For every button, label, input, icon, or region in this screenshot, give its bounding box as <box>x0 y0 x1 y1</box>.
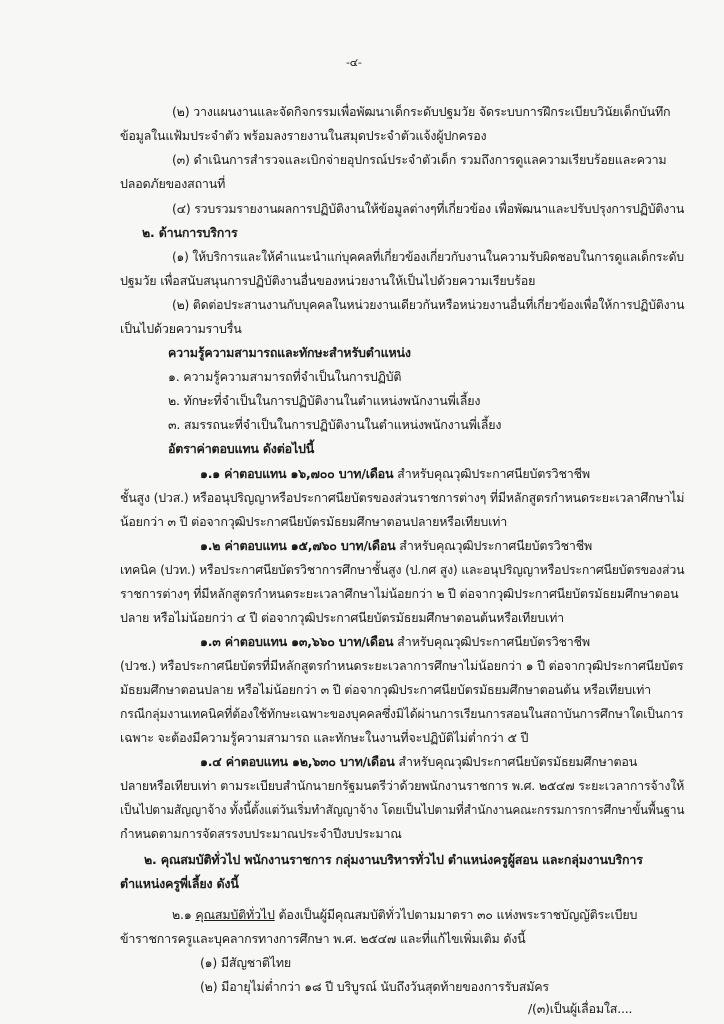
compensation-item-4-cont: ปลายหรือเทียบเท่า ตามระเบียบสำนักนายกรัฐมนตรีว่าด้วยพนักงานราชการ พ.ศ. ๒๕๔๗ ระยะเวลาการจ้างให้ <box>120 778 685 793</box>
compensation-item-2-cont: ปลาย หรือไม่น้อยกว่า ๔ ปี ต่อจากวุฒิประกาศนียบัตรมัธยมศึกษาตอนต้นหรือเทียบเท่า <box>120 610 564 625</box>
section-heading-qualifications-cont: ตำแหน่งครูพี่เลี้ยง ดังนี้ <box>120 876 239 891</box>
duty-item-2: (๒) วางแผนงานและจัดกิจกรรมเพื่อพัฒนาเด็กระดับปฐมวัย จัดระบบการฝึกระเบียบวินัยเด็กบันทึก <box>172 104 671 119</box>
compensation-item-2-cont: ราชการต่างๆ ที่มีหลักสูตรกำหนดระยะเวลาศึกษาไม่น้อยกว่า ๒ ปี ต่อจากวุฒิประกาศนียบัตรมัธยมศึกษาตอน <box>120 586 679 601</box>
compensation-item-3-cont: (ปวช.) หรือประกาศนียบัตรที่มีหลักสูตรกำหนดระยะเวลาการศึกษาไม่น้อยกว่า ๑ ปี ต่อจากวุฒิประกาศนียบัตร <box>120 658 684 673</box>
compensation-2-desc: สำหรับคุณวุฒิประกาศนียบัตรวิชาชีพ <box>395 538 593 553</box>
skill-item-1: ๑. ความรู้ความสามารถที่จำเป็นในการปฏิบัติ <box>168 369 402 384</box>
compensation-4-amount: ๑.๔ ค่าตอบแทน ๑๒,๖๓๐ บาท/เดือน <box>200 754 395 769</box>
compensation-item-2 <box>200 537 592 555</box>
compensation-item-4 <box>200 753 637 771</box>
section-heading-service: ๒. ด้านการบริการ <box>142 225 238 240</box>
qualification-2-1-title: คุณสมบัติทั่วไป <box>195 907 275 922</box>
compensation-item-1 <box>200 465 590 483</box>
compensation-item-4-cont: กำหนดตามการจัดสรรงบประมาณประจำปีงบประมาณ <box>120 826 402 841</box>
compensation-item-2-cont: เทคนิค (ปวท.) หรือประกาศนียบัตรวิชาการศึกษาชั้นสูง (ป.กศ สูง) และอนุปริญญาหรือประกาศนียบัตรของส่วน <box>120 562 685 577</box>
duty-item-3: (๓) ดำเนินการสำรวจและเบิกจ่ายอุปกรณ์ประจำตัวเด็ก รวมถึงการดูแลความเรียบร้อยและความ <box>172 152 667 167</box>
duty-item-3-cont: ปลอดภัยของสถานที่ <box>120 176 226 191</box>
skill-item-2: ๒. ทักษะที่จำเป็นในการปฏิบัติงานในตำแหน่งพนักงานพี่เลี้ยง <box>168 393 481 408</box>
duty-item-2-cont: ข้อมูลในแฟ้มประจำตัว พร้อมลงรายงานในสมุดประจำตัวแจ้งผู้ปกครอง <box>120 128 487 143</box>
qualification-item-2: (๒) มีอายุไม่ต่ำกว่า ๑๘ ปี บริบูรณ์ นับถึงวันสุดท้ายของการรับสมัคร <box>200 979 549 994</box>
qualification-2-1-number: ๒.๑ <box>172 907 196 922</box>
compensation-3-desc: สำหรับคุณวุฒิประกาศนียบัตรวิชาชีพ <box>393 634 590 649</box>
compensation-item-4-cont: เป็นไปตามสัญญาจ้าง ทั้งนี้ตั้งแต่วันเริ่มทำสัญญาจ้าง โดยเป็นไปตามที่สำนักงานคณะกรรมการการศึกษาขั้นพื้นฐาน <box>120 802 685 817</box>
compensation-item-3-cont: เฉพาะ จะต้องมีความรู้ความสามารถ และทักษะในงานที่จะปฏิบัติไม่ต่ำกว่า ๕ ปี <box>120 730 529 745</box>
service-item-2-cont: เป็นไปด้วยความราบรื่น <box>120 321 242 336</box>
compensation-item-1-cont: ชั้นสูง (ปวส.) หรืออนุปริญญาหรือประกาศนียบัตรของส่วนราชการต่างๆ ที่มีหลักสูตรกำหนดระยะเวลาศึกษาไม่ <box>120 490 685 505</box>
section-heading-qualifications: ๒. คุณสมบัติทั่วไป พนักงานราชการ กลุ่มงานบริหารทั่วไป ตำแหน่งครูผู้สอน และกลุ่มงานบริการ <box>144 852 643 867</box>
compensation-3-amount: ๑.๓ ค่าตอบแทน ๑๓,๖๖๐ บาท/เดือน <box>200 634 394 649</box>
compensation-1-desc: สำหรับคุณวุฒิประกาศนียบัตรวิชาชีพ <box>393 466 590 481</box>
qualification-2-1-cont: ข้าราชการครูและบุคลากรทางการศึกษา พ.ศ. ๒๕๔๗ และที่แก้ไขเพิ่มเติม ดังนี้ <box>120 931 526 946</box>
page-number: -๔- <box>346 56 362 69</box>
section-heading-skills: ความรู้ความสามารถและทักษะสำหรับตำแหน่ง <box>168 345 411 360</box>
qualification-2-1-desc: ต้องเป็นผู้มีคุณสมบัติทั่วไปตามมาตรา ๓๐ แห่งพระราชบัญญัติระเบียบ <box>274 907 638 922</box>
compensation-4-desc: สำหรับคุณวุฒิประกาศนียบัตรมัธยมศึกษาตอน <box>394 754 638 769</box>
compensation-item-3-cont: มัธยมศึกษาตอนปลาย หรือไม่น้อยกว่า ๓ ปี ต่อจากวุฒิประกาศนียบัตรมัธยมศึกษาตอนต้น หรือเทียบเท่า <box>120 682 651 697</box>
service-item-2: (๒) ติดต่อประสานงานกับบุคคลในหน่วยงานเดียวกันหรือหน่วยงานอื่นที่เกี่ยวข้องเพื่อให้การปฏิบัติงาน <box>172 297 685 312</box>
section-heading-compensation: อัตราค่าตอบแทน ดังต่อไปนี้ <box>168 441 315 456</box>
duty-item-4: (๔) รวบรวมรายงานผลการปฏิบัติงานให้ข้อมูลต่างๆที่เกี่ยวข้อง เพื่อพัฒนาและปรับปรุงการปฏิบัติงาน <box>172 201 685 216</box>
compensation-item-1-cont: น้อยกว่า ๓ ปี ต่อจากวุฒิประกาศนียบัตรมัธยมศึกษาตอนปลายหรือเทียบเท่า <box>120 514 508 529</box>
qualification-2-1 <box>172 906 637 924</box>
compensation-1-amount: ๑.๑ ค่าตอบแทน ๑๖,๗๐๐ บาท/เดือน <box>200 466 394 481</box>
compensation-2-amount: ๑.๒ ค่าตอบแทน ๑๕,๗๖๐ บาท/เดือน <box>200 538 396 553</box>
skill-item-3: ๓. สมรรถนะที่จำเป็นในการปฏิบัติงานในตำแหน่งพนักงานพี่เลี้ยง <box>168 417 502 432</box>
qualification-item-1: (๑) มีสัญชาติไทย <box>200 955 292 970</box>
continued-marker: /(๓)เป็นผู้เลื่อมใส.... <box>528 1001 633 1016</box>
service-item-1: (๑) ให้บริการและให้คำแนะนำแก่บุคคลที่เกี่ยวข้องเกี่ยวกับงานในความรับผิดชอบในการดูแลเด็กระดับ <box>172 249 684 264</box>
service-item-1-cont: ปฐมวัย เพื่อสนับสนุนการปฏิบัติงานอื่นของหน่วยงานให้เป็นไปด้วยความเรียบร้อย <box>120 273 536 288</box>
compensation-item-3-cont: กรณีกลุ่มงานเทคนิคที่ต้องใช้ทักษะเฉพาะของบุคคลซึ่งมิได้ผ่านการเรียนการสอนในสถาบันการศึกษาใดเป็นการ <box>120 706 684 721</box>
compensation-item-3 <box>200 633 590 651</box>
